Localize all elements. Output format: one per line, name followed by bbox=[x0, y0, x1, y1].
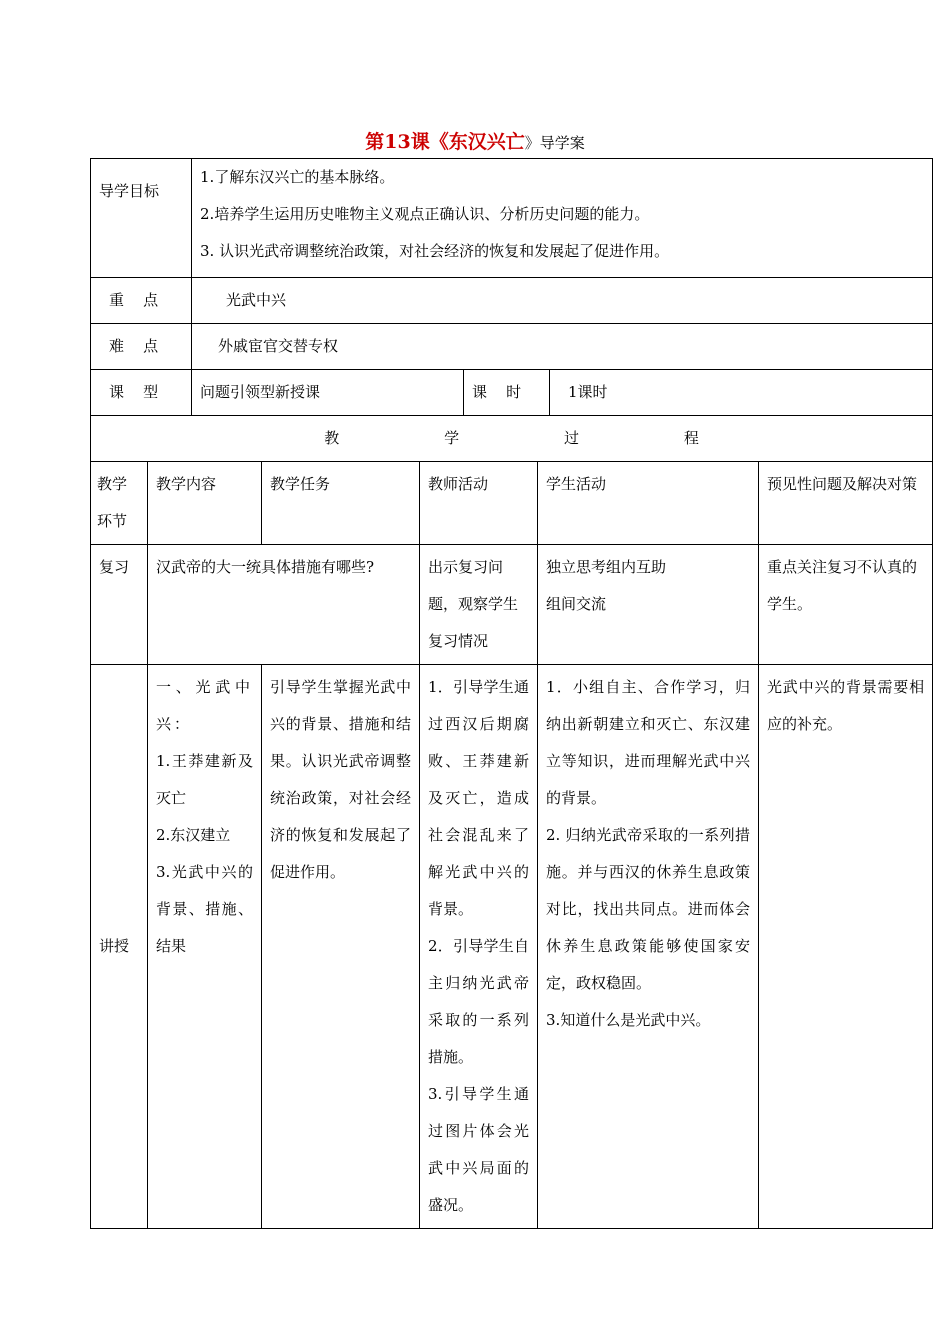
goal-item: 1.了解东汉兴亡的基本脉络。 bbox=[200, 168, 395, 186]
lesson-plan-table bbox=[90, 158, 933, 1229]
page-title bbox=[0, 128, 950, 157]
header-teacher: 教师活动 bbox=[420, 462, 538, 545]
review-student-line: 独立思考组内互助 bbox=[546, 558, 667, 576]
lecture-teacher-item: 2．引导学生自主归纳光武帝采取的一系列措施。 bbox=[428, 937, 530, 1066]
difficult-row bbox=[91, 324, 933, 370]
lecture-student-item: 1．小组自主、合作学习，归纳出新朝建立和灭亡、东汉建立等知识，进而理解光武中兴的背景。 bbox=[546, 678, 751, 807]
goal-item: 3. 认识光武帝调整统治政策，对社会经济的恢复和发展起了促进作用。 bbox=[200, 242, 670, 260]
header-anticipate: 预见性问题及解决对策 bbox=[759, 462, 933, 545]
lecture-content bbox=[148, 665, 262, 1229]
hours-value: 1课时 bbox=[550, 370, 933, 416]
review-student-line: 组间交流 bbox=[546, 595, 607, 613]
goals-label: 导学目标 bbox=[91, 159, 192, 278]
key-value: 光武中兴 bbox=[192, 278, 933, 324]
lecture-teacher bbox=[420, 665, 538, 1229]
review-stage: 复习 bbox=[91, 545, 148, 665]
lecture-row bbox=[91, 665, 933, 1229]
review-student bbox=[538, 545, 759, 665]
title-suffix: 》导学案 bbox=[524, 134, 585, 152]
header-task: 教学任务 bbox=[262, 462, 420, 545]
lecture-task: 引导学生掌握光武中兴的背景、措施和结果。认识光武帝调整统治政策，对社会经济的恢复和发展起了促进作用。 bbox=[262, 665, 420, 1229]
lecture-content-item: 2.东汉建立 bbox=[156, 826, 231, 844]
header-stage: 教学环节 bbox=[91, 462, 148, 545]
lecture-student-item: 2. 归纳光武帝采取的一系列措施。并与西汉的休养生息政策对比，找出共同点。进而体会休养生息政策能够使国家安定，政权稳固。 bbox=[546, 826, 751, 992]
process-row bbox=[91, 416, 933, 462]
type-value: 问题引领型新授课 bbox=[192, 370, 464, 416]
review-anticipate: 重点关注复习不认真的学生。 bbox=[759, 545, 933, 665]
goals-row bbox=[91, 159, 933, 278]
lecture-student-item: 3.知道什么是光武中兴。 bbox=[546, 1011, 711, 1029]
title-main: 第13课《东汉兴亡 bbox=[365, 131, 525, 153]
key-row bbox=[91, 278, 933, 324]
header-student: 学生活动 bbox=[538, 462, 759, 545]
review-content: 汉武帝的大一统具体措施有哪些? bbox=[148, 545, 420, 665]
lecture-anticipate: 光武中兴的背景需要相应的补充。 bbox=[759, 665, 933, 1229]
lecture-stage: 讲授 bbox=[91, 665, 148, 1229]
goal-item: 2.培养学生运用历史唯物主义观点正确认识、分析历史问题的能力。 bbox=[200, 205, 650, 223]
hours-label: 课 时 bbox=[464, 370, 550, 416]
review-teacher: 出示复习问题，观察学生复习情况 bbox=[420, 545, 538, 665]
review-row bbox=[91, 545, 933, 665]
lecture-content-item: 1.王莽建新及灭亡 bbox=[156, 752, 254, 807]
process-label: 教 学 过 程 bbox=[91, 416, 933, 462]
type-label: 课 型 bbox=[91, 370, 192, 416]
lecture-content-item: 3.光武中兴的背景、措施、结果 bbox=[156, 863, 254, 955]
header-content: 教学内容 bbox=[148, 462, 262, 545]
type-row bbox=[91, 370, 933, 416]
goals-content bbox=[192, 159, 933, 278]
lecture-teacher-item: 3.引导学生通过图片体会光武中兴局面的盛况。 bbox=[428, 1085, 530, 1214]
difficult-value: 外戚宦官交替专权 bbox=[192, 324, 933, 370]
difficult-label: 难 点 bbox=[91, 324, 192, 370]
key-label: 重 点 bbox=[91, 278, 192, 324]
lecture-content-item: 一、光武中兴： bbox=[156, 678, 254, 733]
lecture-student bbox=[538, 665, 759, 1229]
header-row bbox=[91, 462, 933, 545]
lecture-teacher-item: 1．引导学生通过西汉后期腐败、王莽建新及灭亡，造成社会混乱来了解光武中兴的背景。 bbox=[428, 678, 530, 918]
